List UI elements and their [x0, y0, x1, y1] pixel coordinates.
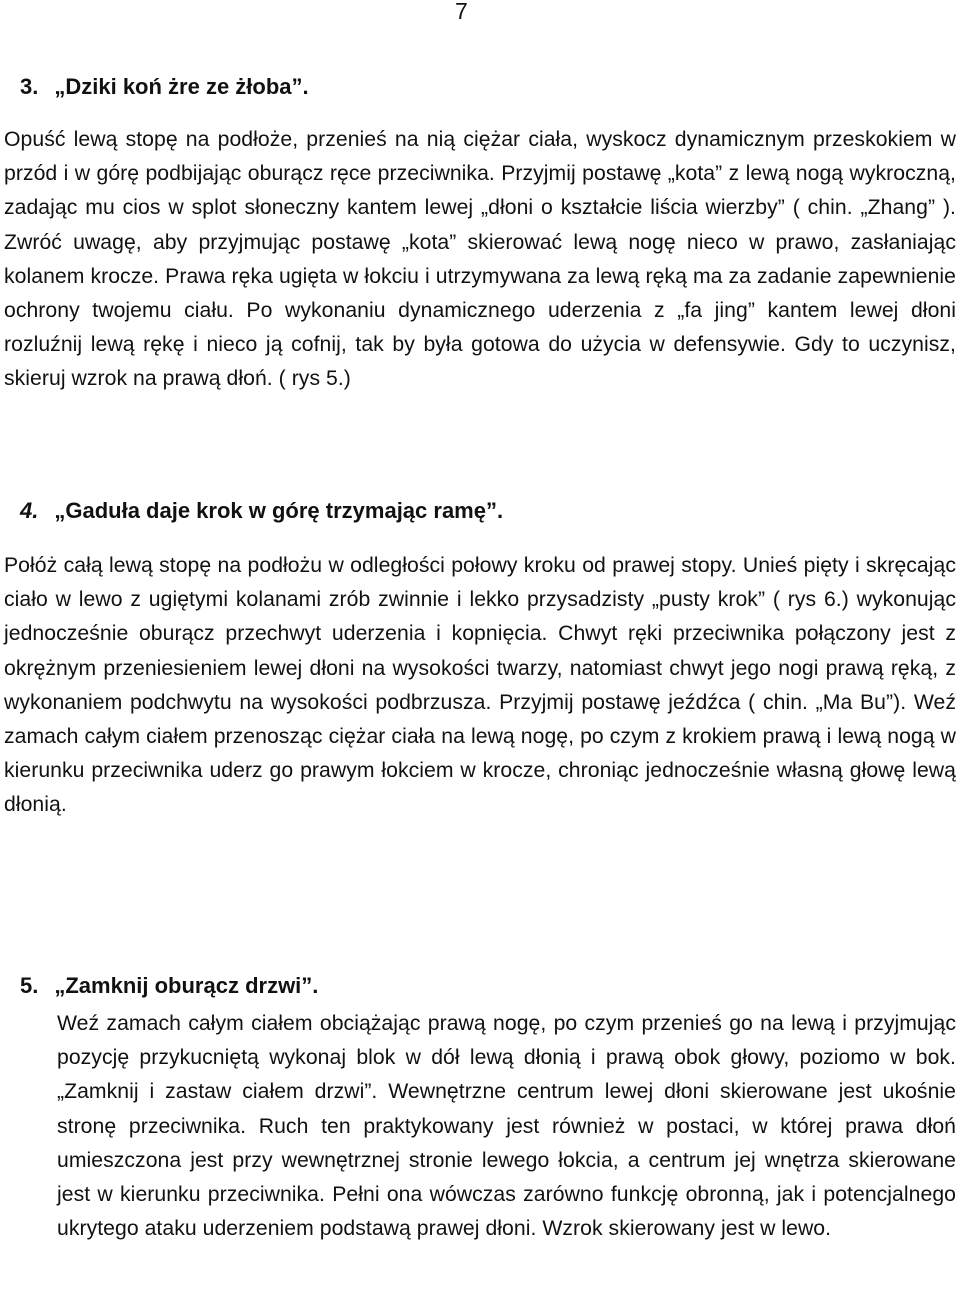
section-heading-5 [20, 972, 318, 1000]
page-number: 7 [455, 0, 468, 24]
section-title: „Gaduła daje krok w górę trzymając ramę”. [54, 498, 504, 523]
section-title: „Zamknij oburącz drzwi”. [54, 973, 319, 998]
section-heading-3 [20, 73, 309, 101]
section-number: 3. [20, 74, 39, 99]
section-paragraph-5: Weź zamach całym ciałem obciążając prawą nogę, po czym przenieś go na lewą i przyjmując pozycję przykucniętą wykonaj blok w dół lewą dłonią i prawą obok głowy, poziomo w bok. „Zamknij i zastaw ciałem drzwi”. Wewnętrzne centrum lewej dłoni skierowane jest ukośnie stronę przeciwnika. Ruch ten praktykowany jest również w postaci, w której prawa dłoń umieszczona jest przy wewnętrznej stronie lewego łokcia, a centrum jej wnętrza skierowane jest w kierunku przeciwnika. Pełni ona wówczas zarówno funkcję obronną, jak i potencjalnego ukrytego ataku uderzeniem podstawą prawej dłoni. Wzrok skierowany jest w lewo. [57, 1012, 956, 1241]
section-number: 5. [20, 973, 39, 998]
section-title: „Dziki koń żre ze żłoba”. [54, 74, 309, 99]
section-number: 4. [20, 498, 39, 523]
section-paragraph-4: Połóż całą lewą stopę na podłożu w odległości połowy kroku od prawej stopy. Unieś pięty i skręcając ciało w lewo z ugiętymi kolanami zrób zwinnie i lekko przysadzisty „pusty krok” ( rys 6.) wykonując jednocześnie oburącz przechwyt uderzenia i kopnięcia. Chwyt ręki przeciwnika połączony jest z okrężnym przeniesieniem lewej dłoni na wysokości twarzy, natomiast chwyt jego nogi prawą ręką, z wykonaniem podchwytu na wysokości podbrzusza. Przyjmij postawę jeźdźca ( chin. „Ma Bu”). Weź zamach całym ciałem przenosząc ciężar ciała na lewą nogę, po czym z krokiem prawą i lewą nogą w kierunku przeciwnika uderz go prawym łokciem w krocze, chroniąc jednocześnie własną głowę lewą dłonią. [4, 554, 956, 817]
section-paragraph-3: Opuść lewą stopę na podłoże, przenieś na nią ciężar ciała, wyskocz dynamicznym przeskokiem w przód i w górę podbijając oburącz ręce przeciwnika. Przyjmij postawę „kota” z lewą nogą wykroczną, zadając mu cios w splot słoneczny kantem lewej „dłoni o kształcie liścia wierzby” ( chin. „Zhang” ). Zwróć uwagę, aby przyjmując postawę „kota” skierować lewą nogę nieco w prawo, zasłaniając kolanem krocze. Prawa ręka ugięta w łokciu i utrzymywana za lewą ręką ma za zadanie zapewnienie ochrony twojemu ciału. Po wykonaniu dynamicznego uderzenia z „fa jing” kantem lewej dłoni rozluźnij lewą rękę i nieco ją cofnij, tak by była gotowa do użycia w defensywie. Gdy to uczynisz, skieruj wzrok na prawą dłoń. ( rys 5.) [4, 128, 956, 391]
section-heading-4 [20, 497, 503, 525]
